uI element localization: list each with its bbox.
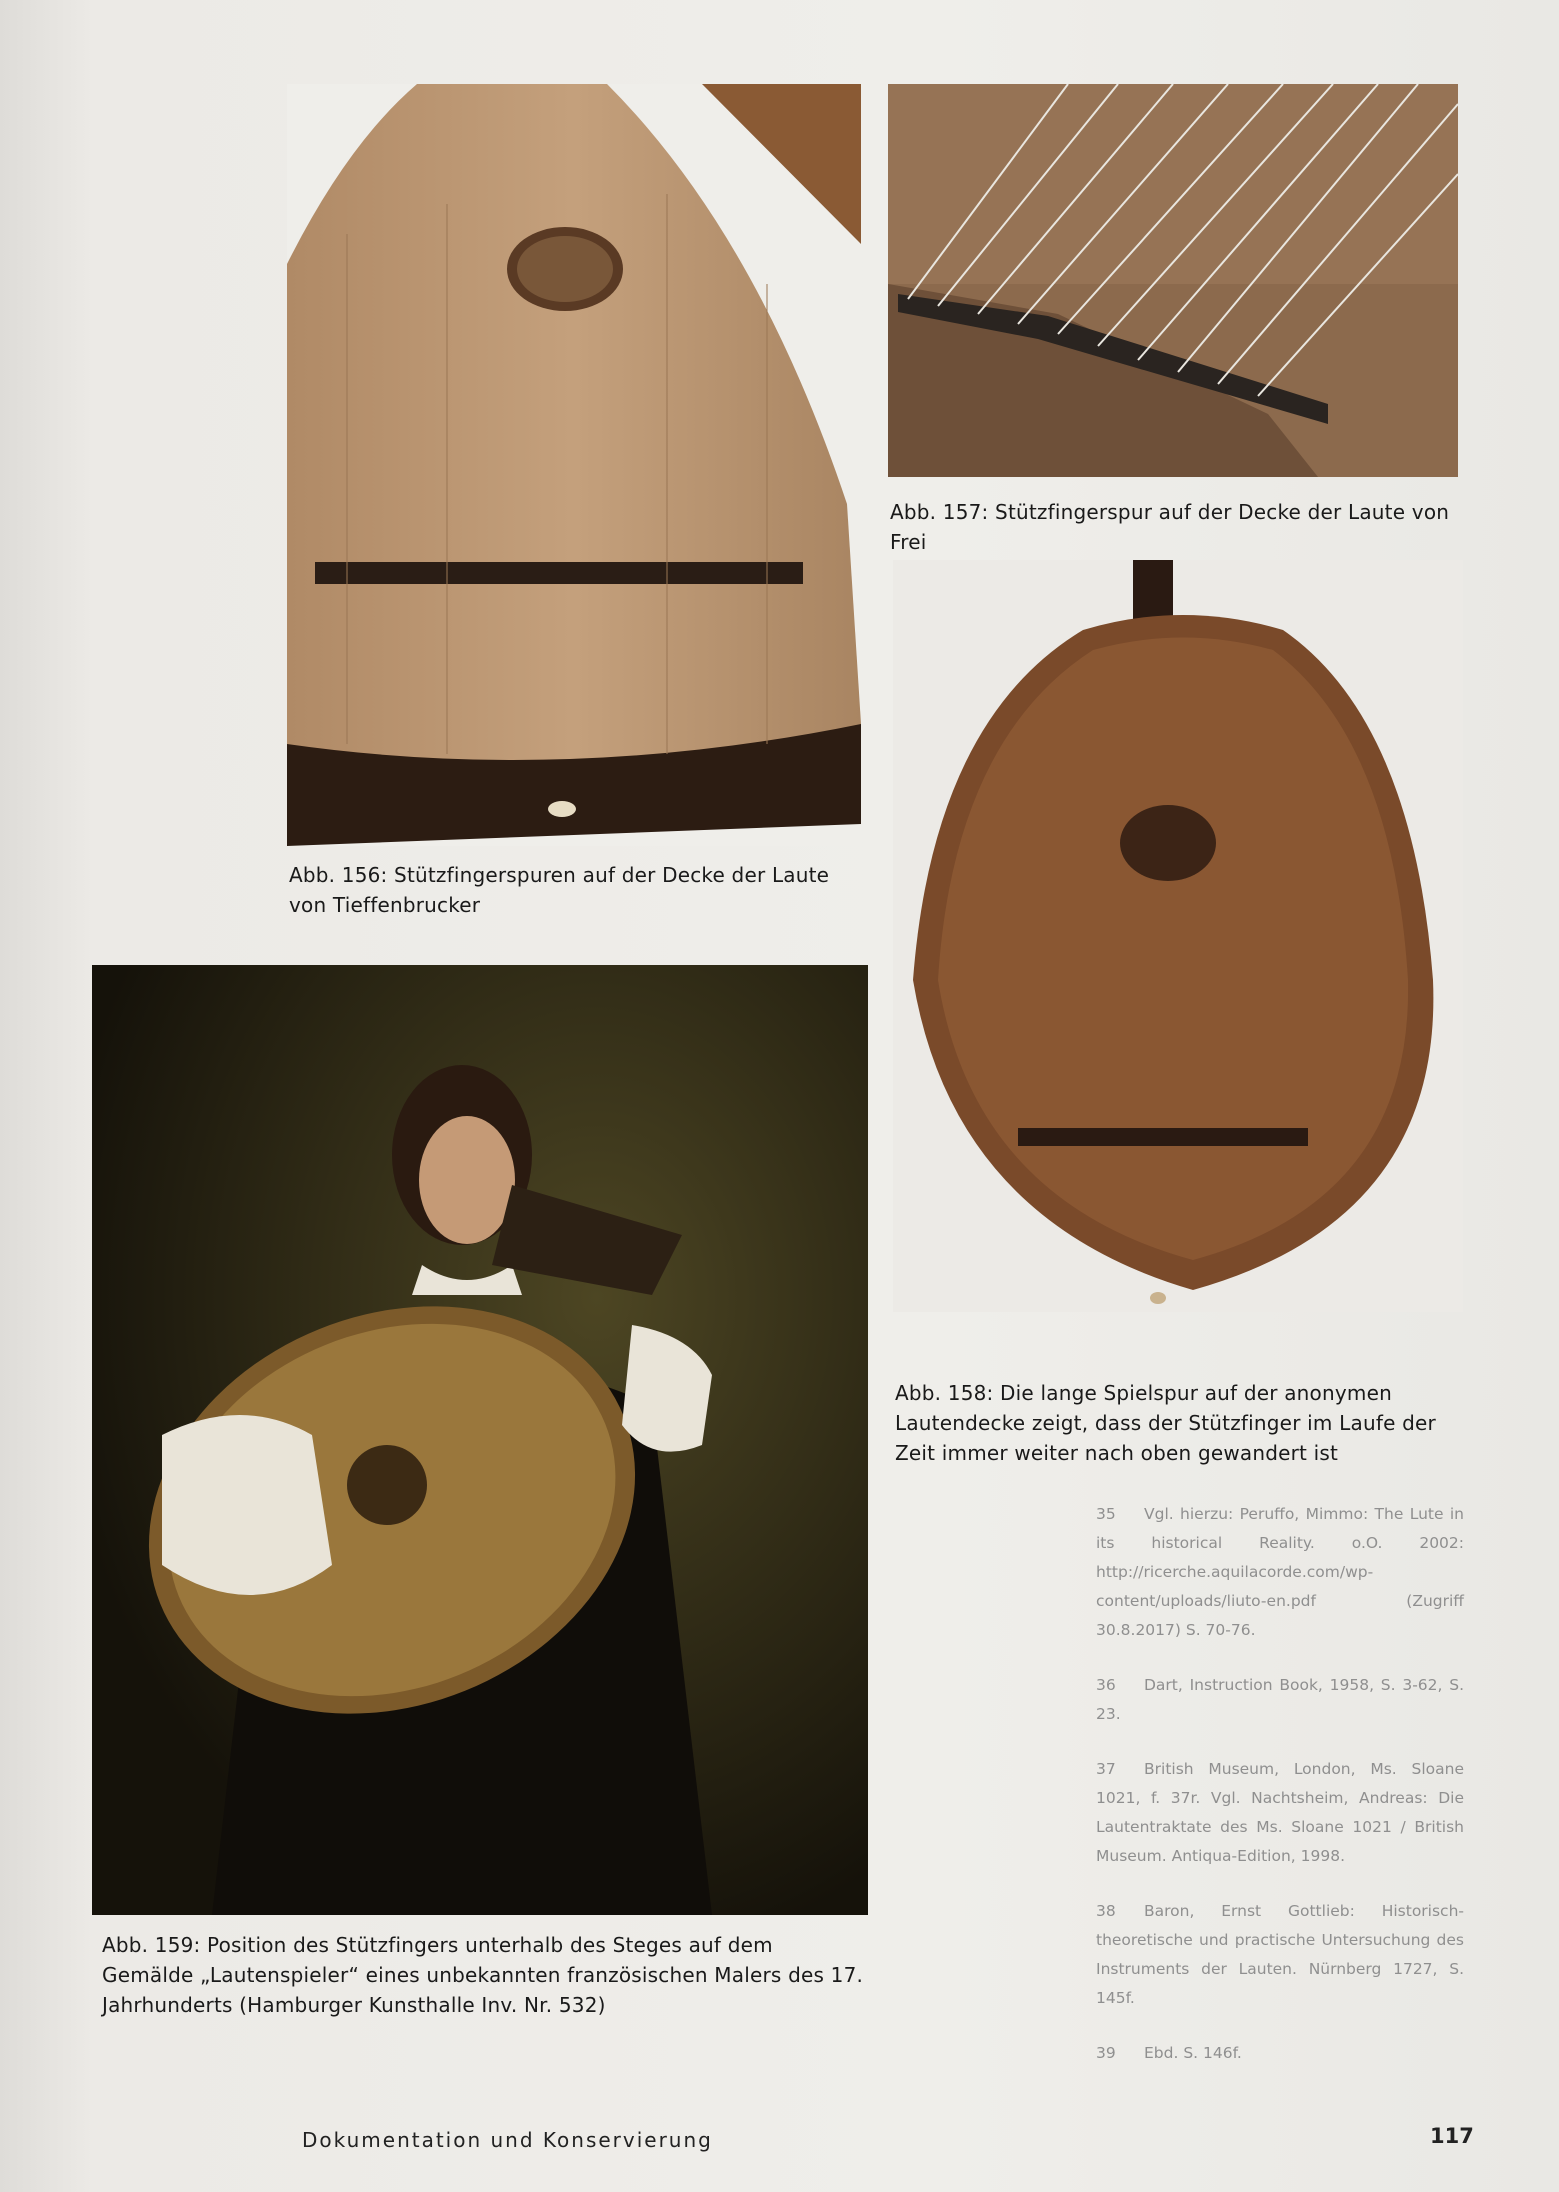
footnotes bbox=[1096, 1500, 1464, 2094]
figure-158-caption: Abb. 158: Die lange Spielspur auf der anonymen Lautendecke zeigt, dass der Stützfinger im Laufe der Zeit immer weiter nach oben gewandert ist bbox=[895, 1381, 1436, 1465]
footnote: 36 Dart, Instruction Book, 1958, S. 3-62, S. 23. bbox=[1096, 1676, 1464, 1723]
running-footer: Dokumentation und Konservierung bbox=[302, 2128, 713, 2152]
figure-156-photo bbox=[287, 84, 861, 846]
figure-159-painting bbox=[92, 965, 868, 1915]
footnote: 38 Baron, Ernst Gottlieb: Historisch-theoretische und practische Untersuchung des Instruments der Lauten. Nürnberg 1727, S. 145f. bbox=[1096, 1902, 1464, 2007]
figure-157-photo bbox=[888, 84, 1458, 477]
page-number: 117 bbox=[1430, 2124, 1474, 2148]
figure-159-caption: Abb. 159: Position des Stützfingers unterhalb des Steges auf dem Gemälde „Lautenspieler“ eines unbekannten französischen Malers des 17. Jahrhunderts (Hamburger Kunsthalle Inv. Nr. 532) bbox=[102, 1933, 864, 2017]
footnote: 39 Ebd. S. 146f. bbox=[1096, 2044, 1242, 2062]
figure-156-caption: Abb. 156: Stützfingerspuren auf der Decke der Laute von Tieffenbrucker bbox=[289, 863, 830, 917]
footnote: 37 British Museum, London, Ms. Sloane 1021, f. 37r. Vgl. Nachtsheim, Andreas: Die Lautentraktate des Ms. Sloane 1021 / British Museum. Antiqua-Edition, 1998. bbox=[1096, 1760, 1464, 1865]
footnote: 35 Vgl. hierzu: Peruffo, Mimmo: The Lute in its historical Reality. o.O. 2002: http://ricerche.aquilacorde.com/wp-content/uploads/liuto-en.pdf (Zugriff 30.8.2017) S. 70-76. bbox=[1096, 1505, 1464, 1639]
figure-157-caption: Abb. 157: Stützfingerspur auf der Decke der Laute von Frei bbox=[890, 500, 1450, 554]
figure-158-photo bbox=[893, 560, 1463, 1312]
